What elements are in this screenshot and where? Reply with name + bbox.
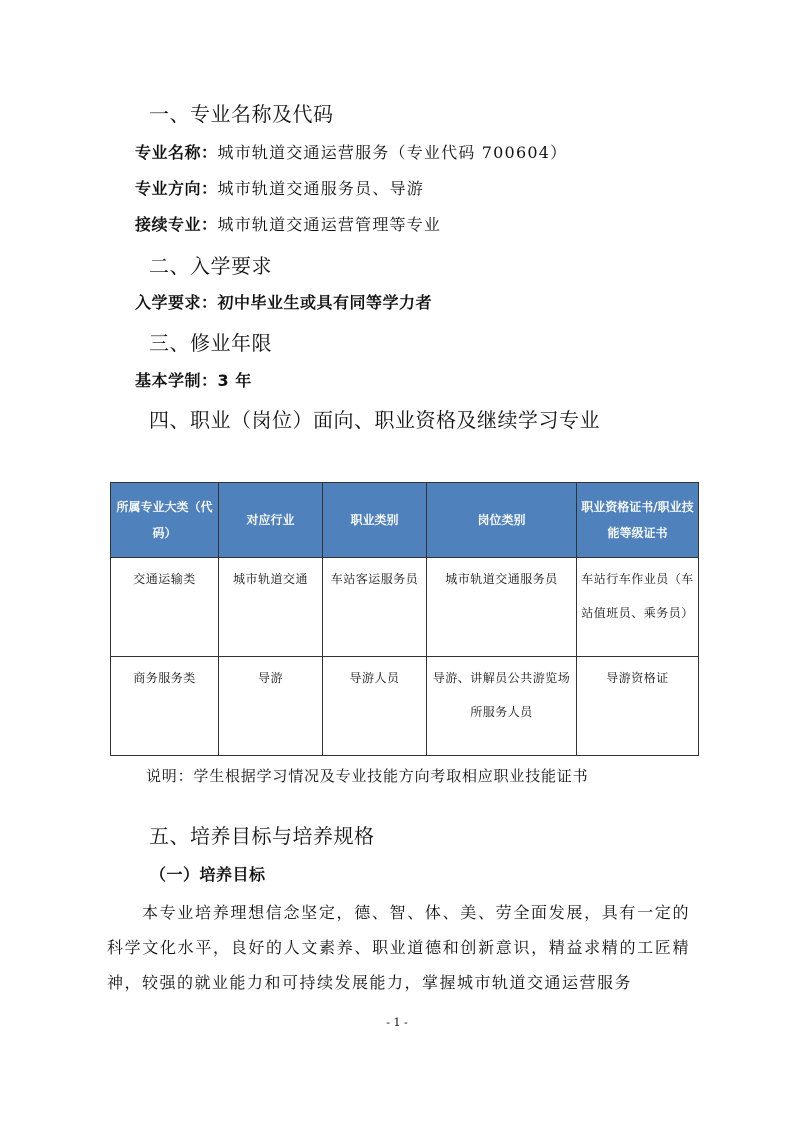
table-cell: 导游资格证 [577,657,699,756]
admission-requirement: 入学要求：初中毕业生或具有同等学力者 [135,293,433,312]
table-header: 岗位类别 [427,483,577,558]
objectives-paragraph: 本专业培养理想信念坚定，德、智、体、美、劳全面发展，具有一定的科学文化水平，良好的人文素养、职业道德和创新意识，精益求精的工匠精神，较强的就业能力和可持续发展能力，掌握城市轨道交通运营服务 [107,903,690,992]
section-4-title: 四、职业（岗位）面向、职业资格及继续学习专业 [149,408,600,432]
major-direction-value: 城市轨道交通服务员、导游 [217,179,424,198]
major-name-value: 城市轨道交通运营服务（专业代码 700604） [217,143,568,162]
table-cell: 导游、讲解员公共游览场所服务人员 [427,657,577,756]
table-header: 所属专业大类（代码） [111,483,219,558]
table-cell: 城市轨道交通服务员 [427,558,577,657]
section-3-title: 三、修业年限 [149,331,272,355]
table-cell: 城市轨道交通 [219,558,323,657]
major-name-line [135,140,567,163]
table-note: 说明：学生根据学习情况及专业技能方向考取相应职业技能证书 [146,767,589,785]
page-number: - 1 - [386,1016,408,1029]
table-header: 对应行业 [219,483,323,558]
section-2-title: 二、入学要求 [149,254,272,278]
table-row [111,657,699,756]
objectives-subtitle: （一）培养目标 [150,865,266,884]
continue-major-line [135,212,441,235]
major-direction-label: 专业方向： [135,179,218,198]
table-cell: 导游人员 [323,657,427,756]
table-cell: 导游 [219,657,323,756]
major-direction-line [135,176,424,199]
duration-text: 基本学制：3 年 [135,371,252,390]
table-cell: 车站行车作业员（车站值班员、乘务员） [577,558,699,657]
table-row [111,558,699,657]
career-table [110,482,699,756]
table-cell: 车站客运服务员 [323,558,427,657]
section-5-title: 五、培养目标与培养规格 [149,824,375,848]
table-cell: 商务服务类 [111,657,219,756]
continue-major-value: 城市轨道交通运营管理等专业 [217,215,442,234]
section-1-title: 一、专业名称及代码 [149,102,334,126]
major-name-label: 专业名称： [135,143,218,162]
table-cell: 交通运输类 [111,558,219,657]
continue-major-label: 接续专业： [135,215,218,234]
table-header-row [111,483,699,558]
table-header: 职业资格证书/职业技能等级证书 [577,483,699,558]
table-header: 职业类别 [323,483,427,558]
